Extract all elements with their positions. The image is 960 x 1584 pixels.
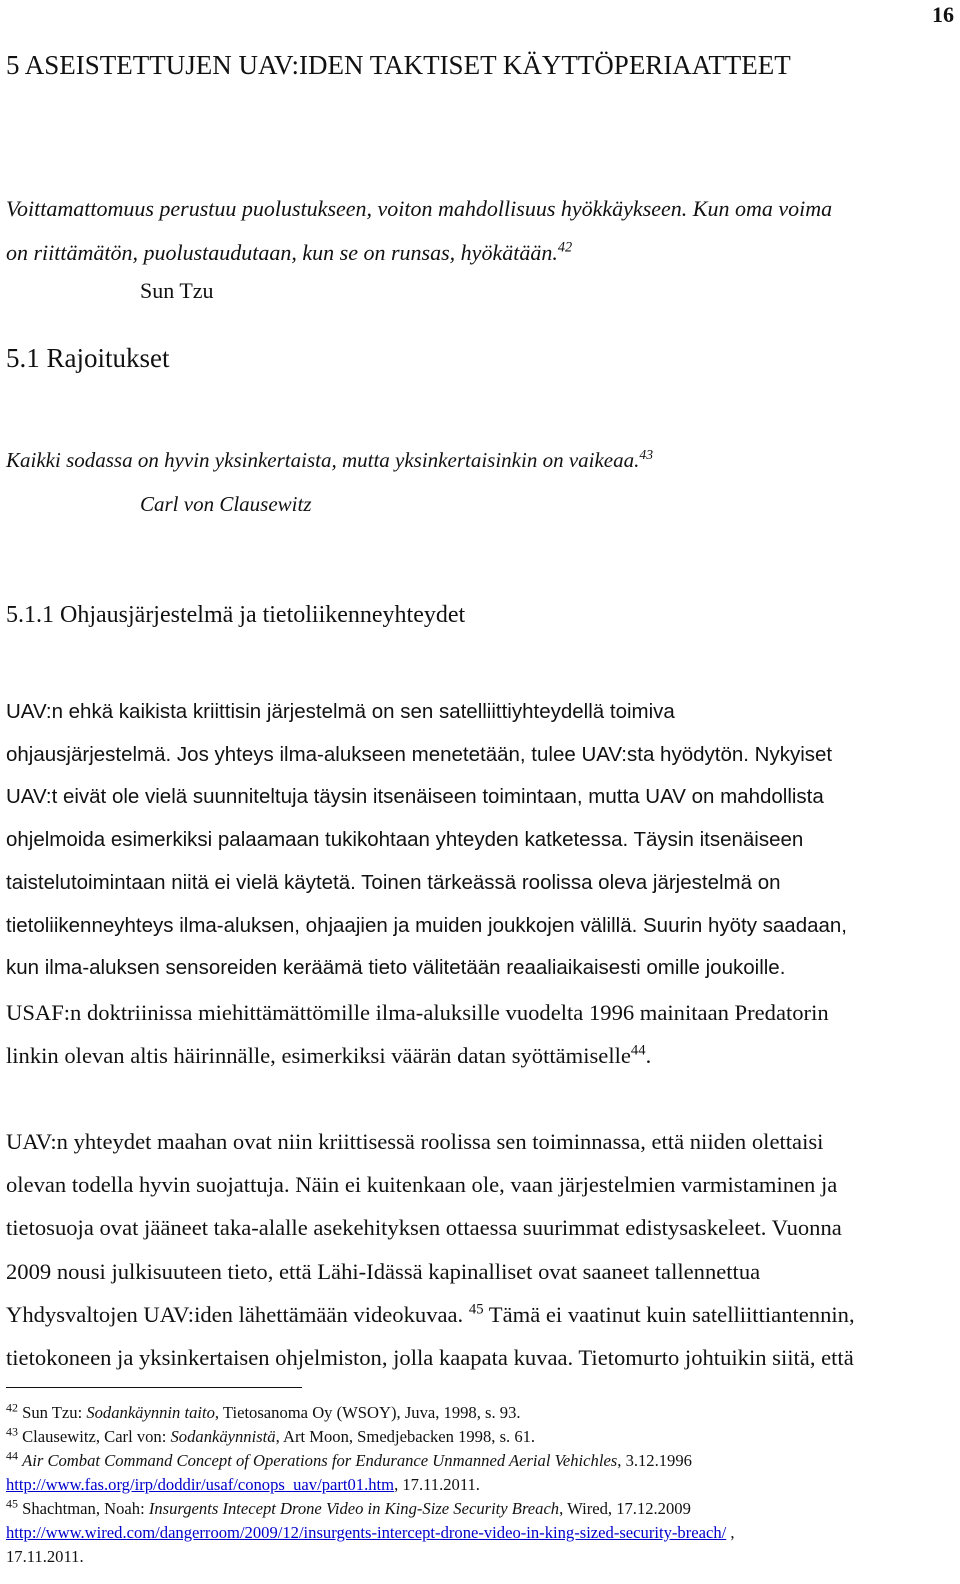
- sentence: Nykyiset: [748, 742, 833, 766]
- paragraph-2-line: olevan todella hyvin suojattuja. Näin ei kuitenkaan ole, vaan järjestelmien varmistaminen ja: [6, 1172, 838, 1198]
- paragraph-2-line: tietosuoja ovat jääneet taka-alalle asekehityksen ottaessa suurimmat edistysaskeleet. Vuonna: [6, 1215, 842, 1241]
- paragraph-2-line: UAV:n yhteydet maahan ovat niin kriittisessä roolissa sen toiminnassa, että niiden olettaisi: [6, 1129, 824, 1154]
- section-heading-5-1: 5.1 Rajoitukset: [6, 343, 170, 373]
- paragraph-1-line: [6, 862, 954, 905]
- paragraph-1: [6, 691, 954, 990]
- footnote-separator: [6, 1387, 302, 1388]
- paragraph-2-line: [6, 1293, 954, 1336]
- footnote-text: , Tietosanoma Oy (WSOY), Juva, 1998, s. 93.: [214, 1403, 521, 1422]
- paragraph-1-line: kun ilma-aluksen sensoreiden keräämä tieto välitetään reaaliaikaisesti omille joukoille.: [6, 956, 786, 980]
- footnote-number: 42: [6, 1400, 18, 1415]
- subsection-heading-5-1-1: 5.1.1 Ohjausjärjestelmä ja tietoliikenneyhteydet: [6, 602, 466, 628]
- footnote-link[interactable]: http://www.wired.com/dangerroom/2009/12/insurgents-intercept-drone-video-in-king-sized-security-breach/: [6, 1523, 727, 1542]
- sentence: Tämä ei vaatinut kuin satelliittiantennin,: [488, 1301, 855, 1327]
- sentence: tietoliikenneyhteys ilma-aluksen, ohjaajien ja muiden joukkojen välillä.: [6, 913, 638, 937]
- epigraph-author-sun-tzu: Sun Tzu: [140, 278, 214, 303]
- page-number: 16: [932, 2, 954, 27]
- sentence: taistelutoimintaan niitä ei vielä käytetä.: [6, 870, 356, 894]
- paragraph-2: [6, 1120, 954, 1379]
- footnote-text: Shachtman, Noah:: [22, 1499, 149, 1518]
- paragraph-1-line: [6, 819, 954, 862]
- footnote-text: ,: [726, 1523, 735, 1542]
- sentence: ohjelmoida esimerkiksi palaamaan tukikohtaan yhteyden katketessa.: [6, 828, 629, 852]
- epigraph-author-clausewitz: Carl von Clausewitz: [140, 492, 312, 516]
- footnote-title: Air Combat Command Concept of Operations for Endurance Unmanned Aerial Vehichles: [22, 1451, 618, 1470]
- chapter-title: 5 ASEISTETTUJEN UAV:IDEN TAKTISET KÄYTTÖPERIAATTEET: [6, 50, 791, 80]
- sentence: Täysin itsenäiseen: [628, 828, 804, 852]
- footnote-title: Insurgents Intecept Drone Video in King-Size Security Breach: [148, 1499, 560, 1518]
- paragraph-2-line: 2009 nousi julkisuuteen tieto, että Lähi-Idässä kapinalliset ovat saaneet tallennettua: [6, 1258, 761, 1284]
- footnote-number: 44: [6, 1448, 18, 1463]
- footnote-number: 45: [6, 1496, 18, 1511]
- sentence: Yhdysvaltojen UAV:iden lähettämään videokuvaa.: [6, 1301, 464, 1327]
- footnote-title: Sodankäynnistä: [170, 1427, 276, 1446]
- footnotes: [6, 1401, 956, 1569]
- sentence: ohjausjärjestelmä. Jos yhteys ilma-alukseen menetetään, tulee UAV:sta hyödytön.: [6, 742, 749, 766]
- footnote-45: [6, 1497, 956, 1569]
- footnote-text: Clausewitz, Carl von:: [22, 1427, 171, 1446]
- footnote-text: , 3.12.1996: [617, 1451, 692, 1470]
- footnote-ref-44[interactable]: 44: [630, 1042, 646, 1059]
- paragraph-1-line: UAV:n ehkä kaikista kriittisin järjestelmä on sen satelliittiyhteydellä toimiva: [6, 700, 675, 723]
- footnote-ref-42[interactable]: 42: [557, 239, 573, 256]
- footnote-42: [6, 1401, 956, 1425]
- sentence: Suurin hyöty saadaan,: [637, 913, 847, 937]
- footnote-ref-43[interactable]: 43: [639, 447, 654, 462]
- paragraph-1-line: USAF:n doktriinissa miehittämättömille ilma-aluksille vuodelta 1996 mainitaan Predatorin: [6, 1000, 829, 1025]
- footnote-44: [6, 1449, 956, 1497]
- footnote-number: 43: [6, 1424, 18, 1439]
- paragraph-1-line: [6, 905, 954, 948]
- paragraph-1-line: [6, 734, 954, 777]
- footnote-title: Sodankäynnin taito: [86, 1403, 215, 1422]
- sentence: Toinen tärkeässä roolissa oleva järjestelmä on: [355, 870, 781, 894]
- epigraph-text: Kaikki sodassa on hyvin yksinkertaista, mutta yksinkertaisinkin on vaikeaa.: [6, 448, 640, 472]
- epigraph-line-1: Voittamattomuus perustuu puolustukseen, voiton mahdollisuus hyökkäykseen. Kun oma voima: [6, 196, 833, 221]
- footnote-text: Sun Tzu:: [22, 1403, 87, 1422]
- footnote-text: , 17.11.2011.: [394, 1475, 480, 1494]
- footnote-text: , Wired, 17.12.2009: [559, 1499, 691, 1518]
- footnote-43: [6, 1425, 956, 1449]
- paragraph-1-serif: [6, 991, 954, 1077]
- epigraph-clausewitz: [6, 438, 954, 482]
- paragraph-1-line: UAV:t eivät ole vielä suunniteltuja täysin itsenäiseen toimintaan, mutta UAV on mahdollista: [6, 785, 824, 809]
- footnote-ref-45[interactable]: 45: [468, 1301, 484, 1318]
- footnote-date: 17.11.2011.: [6, 1547, 84, 1566]
- epigraph-line-2: on riittämätön, puolustaudutaan, kun se on runsas, hyökätään.: [6, 240, 558, 265]
- paragraph-1-line: [6, 1034, 954, 1077]
- epigraph-sun-tzu: [6, 187, 954, 275]
- sentence: linkin olevan altis häirinnälle, esimerkiksi väärän datan syöttämiselle: [6, 1043, 631, 1069]
- sentence: .: [645, 1043, 652, 1069]
- paragraph-2-line: tietokoneen ja yksinkertaisen ohjelmiston, jolla kaapata kuvaa. Tietomurto johtuikin siitä, että: [6, 1345, 854, 1371]
- footnote-link[interactable]: http://www.fas.org/irp/doddir/usaf/conops_uav/part01.htm: [6, 1475, 395, 1494]
- footnote-text: , Art Moon, Smedjebacken 1998, s. 61.: [275, 1427, 536, 1446]
